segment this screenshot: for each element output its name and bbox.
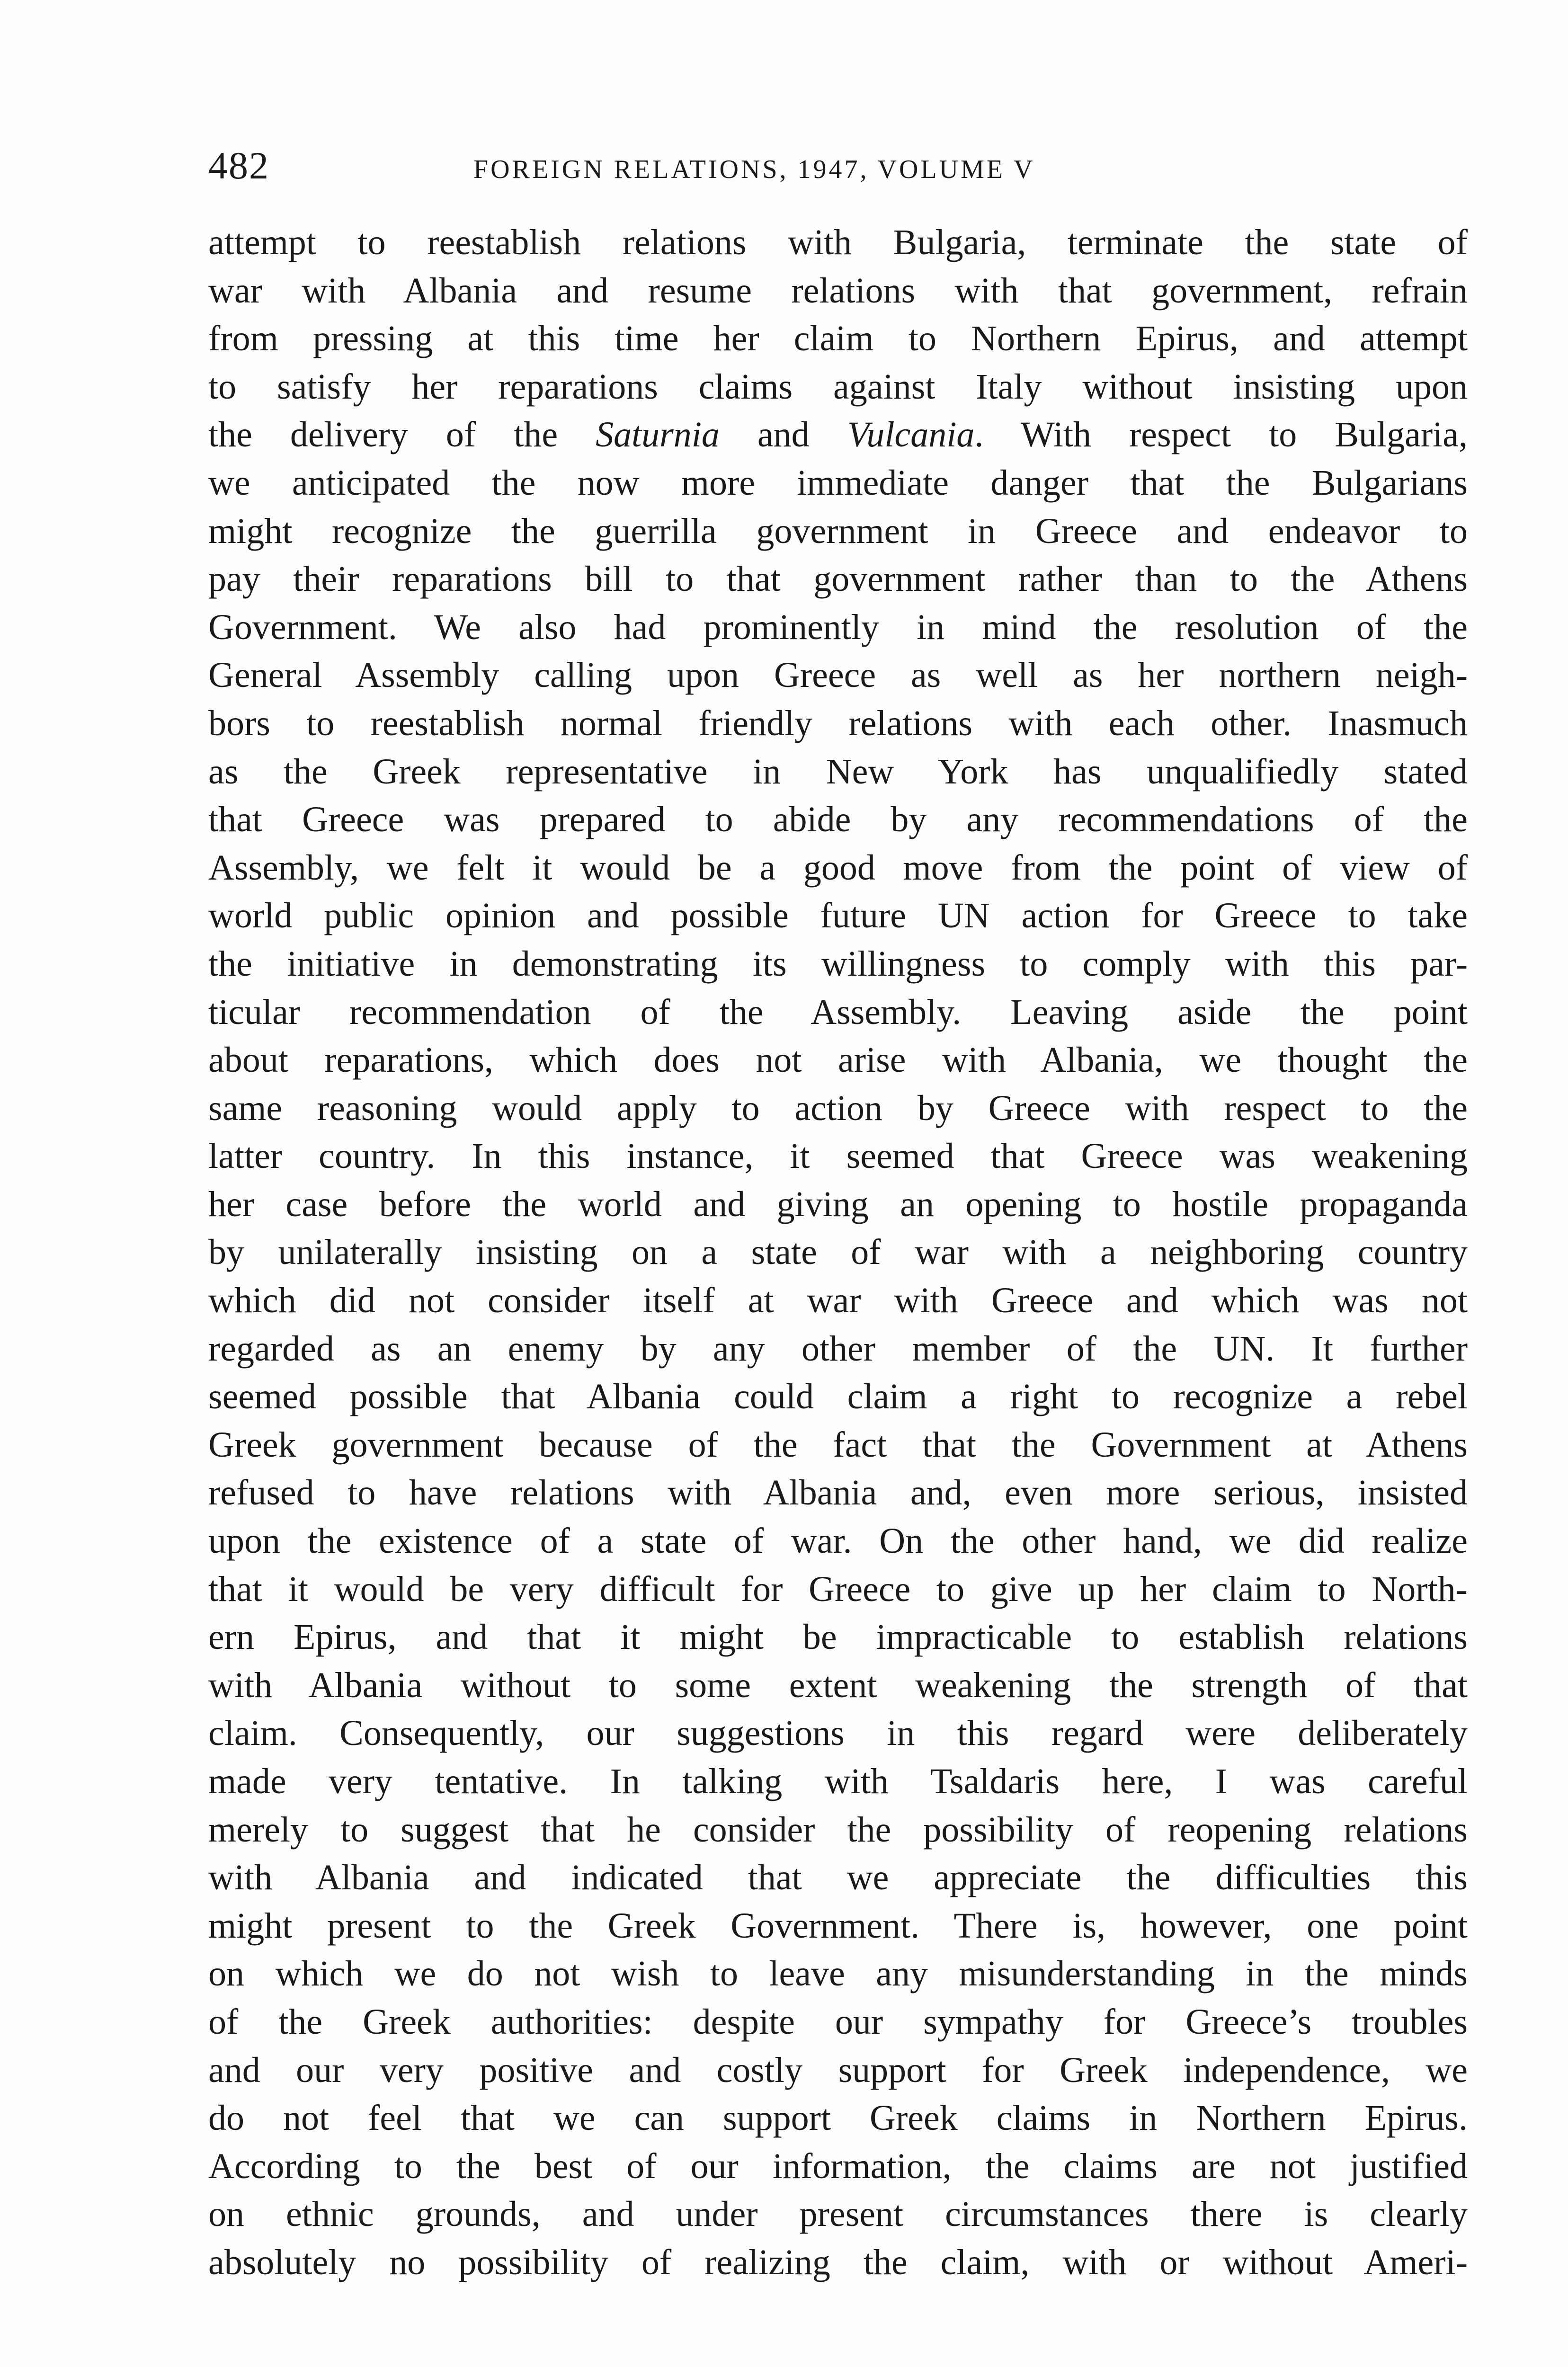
italic-title: Saturnia [596,415,720,455]
text-line: upon the existence of a state of war. On the other hand, we did realize [208,1521,1468,1561]
text-line: world public opinion and possible future UN action for Greece to take [208,896,1468,936]
text-line: which did not consider itself at war with Greece and which was not [208,1281,1468,1321]
page-number: 482 [208,144,269,187]
text-line: ticular recommendation of the Assembly. Leaving aside the point [208,992,1468,1032]
text-line: merely to suggest that he consider the possibility of reopening relations [208,1809,1468,1850]
text-line: her case before the world and giving an opening to hostile propaganda [208,1184,1468,1224]
text-line: General Assembly calling upon Greece as well as her northern neigh- [208,655,1468,695]
text-line: Greek government because of the fact that the Government at Athens [208,1424,1468,1465]
text-line: regarded as an enemy by any other member of the UN. It further [208,1328,1468,1369]
text-line: the initiative in demonstrating its willingness to comply with this par- [208,943,1468,984]
text-line: seemed possible that Albania could claim a right to recognize a rebel [208,1377,1468,1417]
text-line: about reparations, which does not arise with Albania, we thought the [208,1040,1468,1080]
text-line: pay their reparations bill to that government rather than to the Athens [208,559,1468,599]
text-line: to satisfy her reparations claims against Italy without insisting upon [208,366,1468,407]
text-line: on ethnic grounds, and under present circumstances there is clearly [208,2194,1468,2234]
text-line: made very tentative. In talking with Tsaldaris here, I was careful [208,1762,1468,1801]
text-line: bors to reestablish normal friendly relations with each other. Inasmuch [208,703,1468,743]
text-line: absolutely no possibility of realizing the claim, with or without Ameri- [208,2242,1468,2282]
text-line: as the Greek representative in New York has unqualifiedly stated [208,751,1468,792]
text-line: attempt to reestablish relations with Bulgaria, terminate the state of [208,222,1468,262]
text-line: ern Epirus, and that it might be impracticable to establish relations [208,1617,1468,1657]
text-line: refused to have relations with Albania and, even more serious, insisted [208,1473,1468,1513]
text-line: that it would be very difficult for Greece to give up her claim to North- [208,1569,1468,1609]
text-line: the delivery of the Saturnia and Vulcania. With respect to Bulgaria, [208,415,1468,455]
text-line: we anticipated the now more immediate danger that the Bulgarians [208,463,1468,503]
text-line: from pressing at this time her claim to Northern Epirus, and attempt [208,319,1468,359]
text-line: same reasoning would apply to action by Greece with respect to the [208,1088,1468,1128]
running-head [208,142,1468,189]
text-line: with Albania and indicated that we appreciate the difficulties this [208,1858,1468,1898]
text-line: Assembly, we felt it would be a good move from the point of view of [208,847,1468,888]
text-line: that Greece was prepared to abide by any recommendations of the [208,800,1468,840]
text-line: do not feel that we can support Greek claims in Northern Epirus. [208,2098,1468,2138]
text-line: and our very positive and costly support for Greek independence, we [208,2050,1468,2090]
italic-title: Vulcania [847,415,975,455]
text-line: latter country. In this instance, it seemed that Greece was weakening [208,1136,1468,1176]
text-line: by unilaterally insisting on a state of war with a neighboring country [208,1232,1468,1272]
body-text [208,219,1468,2287]
text-line: According to the best of our information, the claims are not justified [208,2146,1468,2186]
text-line: claim. Consequently, our suggestions in this regard were deliberately [208,1713,1468,1753]
running-title: FOREIGN RELATIONS, 1947, VOLUME V [473,155,1035,184]
text-line: Government. We also had prominently in mind the resolution of the [208,607,1468,647]
text-line: of the Greek authorities: despite our sympathy for Greece’s troubles [208,2002,1468,2042]
text-line: with Albania without to some extent weakening the strength of that [208,1665,1468,1705]
text-line: on which we do not wish to leave any misunderstanding in the minds [208,1954,1468,1994]
text-line: war with Albania and resume relations with that government, refrain [208,270,1468,311]
text-line: might present to the Greek Government. There is, however, one point [208,1905,1468,1946]
text-line: might recognize the guerrilla government in Greece and endeavor to [208,511,1468,551]
